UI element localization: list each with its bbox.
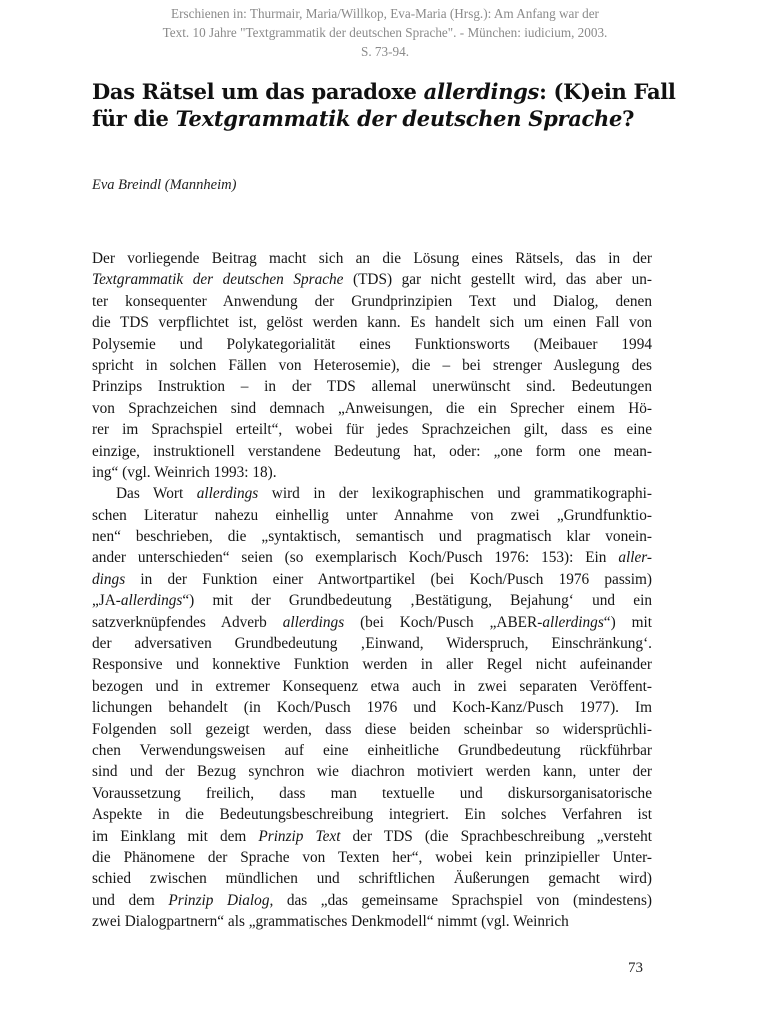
text-segment: und dem bbox=[92, 891, 169, 909]
text-line bbox=[92, 291, 652, 312]
text-segment: wird in der lexikographischen und grammatikographi- bbox=[258, 485, 653, 503]
text-segment: die TDS verpflichtet ist, gelöst werden kann. Es handelt sich um einen Fall von bbox=[92, 314, 652, 332]
text-line bbox=[92, 376, 652, 397]
text-line bbox=[92, 547, 652, 568]
text-segment: einzige, instruktionell verstandene Bedeutung hat, oder: „one form one mean- bbox=[92, 442, 652, 460]
publication-note-line: Text. 10 Jahre "Textgrammatik der deutschen Sprache". - München: iudicium, 2003. bbox=[162, 25, 608, 40]
title-line-2 bbox=[92, 105, 692, 132]
text-segment: chen Verwendungsweisen auf eine einheitliche Grundbedeutung rückführbar bbox=[92, 741, 652, 759]
text-segment: Das Wort bbox=[116, 485, 197, 503]
text-segment: zwei Dialogpartnern“ als „grammatisches Denkmodell“ nimmt (vgl. Weinrich bbox=[92, 913, 569, 931]
text-segment: “) mit der Grundbedeutung ‚Bestätigung, Bejahung‘ und ein bbox=[182, 592, 652, 610]
text-line bbox=[92, 783, 652, 804]
text-segment: Responsive und konnektive Funktion werden in aller Regel nicht aufeinander bbox=[92, 656, 652, 674]
italic-text: aller- bbox=[618, 549, 652, 567]
text-line bbox=[92, 312, 652, 333]
text-segment: Der vorliegende Beitrag macht sich an die Lösung eines Rätsels, das in der bbox=[92, 250, 652, 267]
body-text bbox=[92, 248, 652, 933]
page-number: 73 bbox=[628, 960, 643, 976]
italic-text: dings bbox=[92, 570, 126, 588]
text-segment: Folgenden soll gezeigt werden, dass diese beiden scheinbar so widersprüchli- bbox=[92, 720, 652, 738]
text-segment: das „das gemeinsame Sprachspiel von (mindestens) bbox=[273, 891, 652, 909]
text-segment: Polysemie und Polykategorialität eines Funktionsworts (Meibauer 1994 bbox=[92, 335, 652, 353]
text-segment: im Einklang mit dem bbox=[92, 827, 259, 845]
italic-text: Textgrammatik der deutschen Sprache bbox=[92, 271, 344, 289]
text-segment: (bei Koch/Pusch „ABER- bbox=[344, 613, 543, 631]
text-segment: der adversativen Grundbedeutung ‚Einwand, Widerspruch, Einschränkung‘. bbox=[92, 635, 652, 653]
text-segment: schied zwischen mündlichen und schriftlichen Äußerungen gemacht wird) bbox=[92, 870, 652, 888]
text-line bbox=[92, 590, 652, 611]
text-segment: sind und der Bezug synchron wie diachron motiviert werden kann, unter der bbox=[92, 763, 652, 781]
text-segment: der TDS (die Sprachbeschreibung „versteht bbox=[340, 827, 652, 845]
text-segment: Voraussetzung freilich, dass man textuelle und diskursorganisatorische bbox=[92, 784, 652, 802]
text-segment: die Phänomene der Sprache von Texten her“, wobei kein prinzipieller Unter- bbox=[92, 848, 652, 866]
text-segment: in der Funktion einer Antwortpartikel (bei Koch/Pusch 1976 passim) bbox=[125, 570, 652, 588]
text-segment: bezogen und in extremer Konsequenz etwa auch in zwei separaten Veröffent- bbox=[92, 677, 652, 695]
text-line bbox=[92, 462, 652, 483]
title-line-1 bbox=[92, 78, 692, 105]
text-segment: rer im Sprachspiel erteilt“, wobei für jedes Sprachzeichen gilt, dass es eine bbox=[92, 421, 652, 439]
italic-text: allerdings bbox=[196, 485, 259, 503]
text-segment: lichungen behandelt (in Koch/Pusch 1976 und Koch-Kanz/Pusch 1977). Im bbox=[92, 699, 652, 717]
text-line bbox=[92, 826, 652, 847]
text-line bbox=[92, 441, 652, 462]
text-line bbox=[92, 569, 652, 590]
text-line bbox=[92, 890, 652, 911]
text-line bbox=[92, 697, 652, 718]
text-segment: satzverknüpfendes Adverb bbox=[92, 613, 283, 631]
text-line bbox=[92, 419, 652, 440]
text-line bbox=[92, 526, 652, 547]
text-line bbox=[92, 804, 652, 825]
article-title bbox=[92, 78, 692, 132]
publication-note-line: S. 73-94. bbox=[361, 44, 409, 59]
text-line bbox=[92, 719, 652, 740]
text-segment: ing“ (vgl. Weinrich 1993: 18). bbox=[92, 463, 277, 481]
text-line bbox=[92, 911, 652, 932]
text-segment: (TDS) gar nicht gestellt wird, das aber un- bbox=[343, 271, 652, 289]
title-text: : (K)ein Fall bbox=[539, 79, 676, 104]
publication-note bbox=[60, 4, 710, 61]
italic-text: Prinzip Dialog, bbox=[168, 891, 274, 909]
text-line bbox=[92, 248, 652, 269]
title-text: ? bbox=[622, 106, 635, 131]
italic-text: allerdings bbox=[542, 613, 604, 631]
text-line bbox=[92, 654, 652, 675]
author-line: Eva Breindl (Mannheim) bbox=[92, 177, 237, 193]
paragraph-1 bbox=[92, 248, 652, 483]
italic-text: allerdings bbox=[282, 613, 345, 631]
title-italic: Textgrammatik der deutschen Sprache bbox=[175, 106, 623, 131]
text-segment: ander unterschieden“ seien (so exemplarisch Koch/Pusch 1976: 153): Ein bbox=[92, 549, 619, 567]
text-segment: spricht in solchen Fällen von Heterosemie), die – bei strenger Auslegung des bbox=[92, 356, 652, 374]
title-italic: allerdings bbox=[423, 79, 540, 104]
text-line bbox=[92, 676, 652, 697]
text-line bbox=[92, 269, 652, 290]
title-text: für die bbox=[92, 106, 176, 131]
text-line bbox=[92, 761, 652, 782]
text-segment: schen Literatur nahezu einhellig unter Annahme von zwei „Grundfunktio- bbox=[92, 506, 652, 524]
text-line bbox=[92, 847, 652, 868]
text-segment: Prinzips Instruktion – in der TDS allemal unerwünscht sind. Bedeutungen bbox=[92, 378, 652, 396]
text-line bbox=[92, 740, 652, 761]
text-segment: nen“ beschrieben, die „syntaktisch, semantisch und pragmatisch klar vonein- bbox=[92, 528, 652, 546]
text-line bbox=[92, 612, 652, 633]
publication-note-line: Erschienen in: Thurmair, Maria/Willkop, Eva-Maria (Hrsg.): Am Anfang war der bbox=[171, 6, 599, 21]
text-line bbox=[92, 334, 652, 355]
text-line bbox=[92, 868, 652, 889]
text-line bbox=[92, 483, 652, 504]
italic-text: allerdings bbox=[120, 592, 183, 610]
paragraph-2 bbox=[92, 483, 652, 932]
text-segment: ter konsequenter Anwendung der Grundprinzipien Text und Dialog, denen bbox=[92, 292, 652, 310]
italic-text: Prinzip Text bbox=[258, 827, 341, 845]
text-line bbox=[92, 633, 652, 654]
text-line bbox=[92, 505, 652, 526]
text-line bbox=[92, 398, 652, 419]
title-text: Das Rätsel um das paradoxe bbox=[92, 79, 424, 104]
text-segment: von Sprachzeichen sind demnach „Anweisungen, die ein Sprecher einem Hö- bbox=[92, 399, 652, 417]
text-segment: Aspekte in die Bedeutungsbeschreibung integriert. Ein solches Verfahren ist bbox=[92, 806, 652, 824]
text-segment: „JA- bbox=[92, 592, 121, 610]
text-segment: “) mit bbox=[603, 613, 652, 631]
text-line bbox=[92, 355, 652, 376]
